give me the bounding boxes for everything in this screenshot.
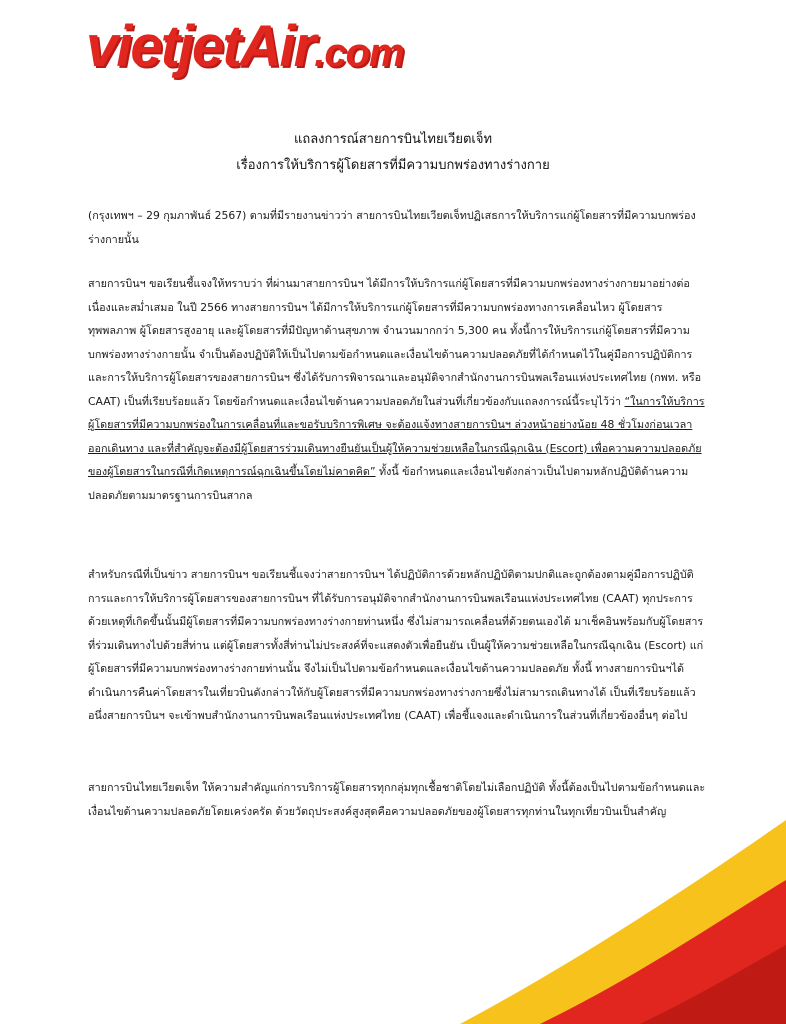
statement-subtitle: เรื่องการให้บริการผู้โดยสารที่มีความบกพร่องทางร่างกาย (236, 158, 550, 173)
clarification-text: สายการบินฯ ขอเรียนชี้แจงให้ทราบว่า ที่ผ่านมาสายการบินฯ ได้มีการให้บริการแก่ผู้โดยสารที่มีความบกพร่องทางร่างกายมาอย่างต่อเนื่องและสม่ำเสมอ ในปี 2566 ทางสายการบินฯ ได้มีการให้บริการแก่ผู้โดยสารที่มีความบกพร่องทางการเคลื่อนไหว ผู้โดยสารทุพพลภาพ ผู้โดยสารสูงอายุ และผู้โดยสารที่มีปัญหาด้านสุขภาพ จำนวนมากกว่า 5,300 คน ทั้งนี้การให้บริการแก่ผู้โดยสารที่มีความบกพร่องทางร่างกายนั้น จำเป็นต้องปฏิบัติให้เป็นไปตามข้อกำหนดและเงื่อนไขด้านความปลอดภัยที่ได้กำหนดไว้ในคู่มือการปฏิบัติการและการให้บริการผู้โดยสารของสายการบินฯ ซึ่งได้รับการพิจารณาและอนุมัติจากสำนักงานการบินพลเรือนแห่งประเทศไทย (กพท. หรือ CAAT) เป็นที่เรียบร้อยแล้ว โดยข้อกำหนดและเงื่อนไขด้านความปลอดภัยในส่วนที่เกี่ยวข้องกับแถลงการณ์นี้ระบุไว้ว่า (88, 277, 702, 408)
clarification-outro: ทั้งนี้ ข้อกำหนดและเงื่อนไขดังกล่าวเป็นไปตามหลักปฏิบัติด้านความปลอดภัยตามมาตรฐานการบินสากล (88, 465, 689, 502)
policy-quote: “ในการให้บริการผู้โดยสารที่มีความบกพร่องในการเคลื่อนที่และขอรับบริการพิเศษ จะต้องแจ้งทางสายการบินฯ ล่วงหน้าอย่างน้อย 48 ชั่วโมงก่อนเวลาออกเดินทาง และที่สำคัญจะต้องมีผู้โดยสารร่วมเดินทางยืนยันเป็นผู้ให้ความช่วยเหลือในกรณีฉุกเฉิน (Escort) เพื่อความความปลอดภัยของผู้โดยสารในกรณีที่เกิดเหตุการณ์ฉุกเฉินขึ้นโดยไม่คาดคิด” (88, 394, 705, 478)
paragraph-closing: สายการบินไทยเวียตเจ็ท ให้ความสำคัญแก่การบริการผู้โดยสารทุกกลุ่มทุกเชื้อชาติโดยไม่เลือกปฏิบัติ ทั้งนี้ต้องเป็นไปตามข้อกำหนดและเงื่อนไขด้านความปลอดภัยโดยเคร่งครัด ด้วยวัตถุประสงค์สูงสุดคือความปลอดภัยของผู้โดยสารทุกท่านในทุกเที่ยวบินเป็นสำคัญ (88, 781, 706, 818)
paragraph-intro: (กรุงเทพฯ – 29 กุมภาพันธ์ 2567) ตามที่มีรายงานข่าวว่า สายการบินไทยเวียตเจ็ทปฏิเสธการให้บริการแก่ผู้โดยสารที่มีความบกพร่องร่างกายนั้น (88, 209, 696, 246)
logo-suffix: .com (314, 31, 404, 75)
statement-title: แถลงการณ์สายการบินไทยเวียตเจ็ท (293, 132, 493, 147)
logo-name: vietjetAir (86, 14, 315, 79)
paragraph-incident: สำหรับกรณีที่เป็นข่าว สายการบินฯ ขอเรียนชี้แจงว่าสายการบินฯ ได้ปฏิบัติการด้วยหลักปฏิบัติตามปกติและถูกต้องตามคู่มือการปฏิบัติการและการให้บริการผู้โดยสารของสายการบินฯ ที่ได้รับการอนุมัติจากสำนักงานการบินพลเรือนแห่งประเทศไทย (CAAT) ทุกประการ ด้วยเหตุที่เกิดขึ้นนั้นมีผู้โดยสารที่มีความบกพร่องทางร่างกายท่านหนึ่ง ซึ่งไม่สามารถเคลื่อนที่ด้วยตนเองได้ มาเช็คอินพร้อมกับผู้โดยสารที่ร่วมเดินทางไปด้วยสี่ท่าน แต่ผู้โดยสารทั้งสี่ท่านไม่ประสงค์ที่จะแสดงตัวเพื่อยืนยัน เป็นผู้ให้ความช่วยเหลือในกรณีฉุกเฉิน (Escort) แก่ผู้โดยสารที่มีความบกพร่องทางร่างกายท่านนั้น จึงไม่เป็นไปตามข้อกำหนดและเงื่อนไขด้านความปลอดภัย ทั้งนี้ ทางสายการบินฯได้ดำเนินการคืนค่าโดยสารในเที่ยวบินดังกล่าวให้กับผู้โดยสารที่มีความบกพร่องทางร่างกายซึ่งไม่สามารถเดินทางได้ เป็นที่เรียบร้อยแล้ว อนึ่งสายการบินฯ จะเข้าพบสำนักงานการบินพลเรือนแห่งประเทศไทย (CAAT) เพื่อชี้แจงและดำเนินการในส่วนที่เกี่ยวข้องอื่นๆ ต่อไป (88, 568, 704, 722)
